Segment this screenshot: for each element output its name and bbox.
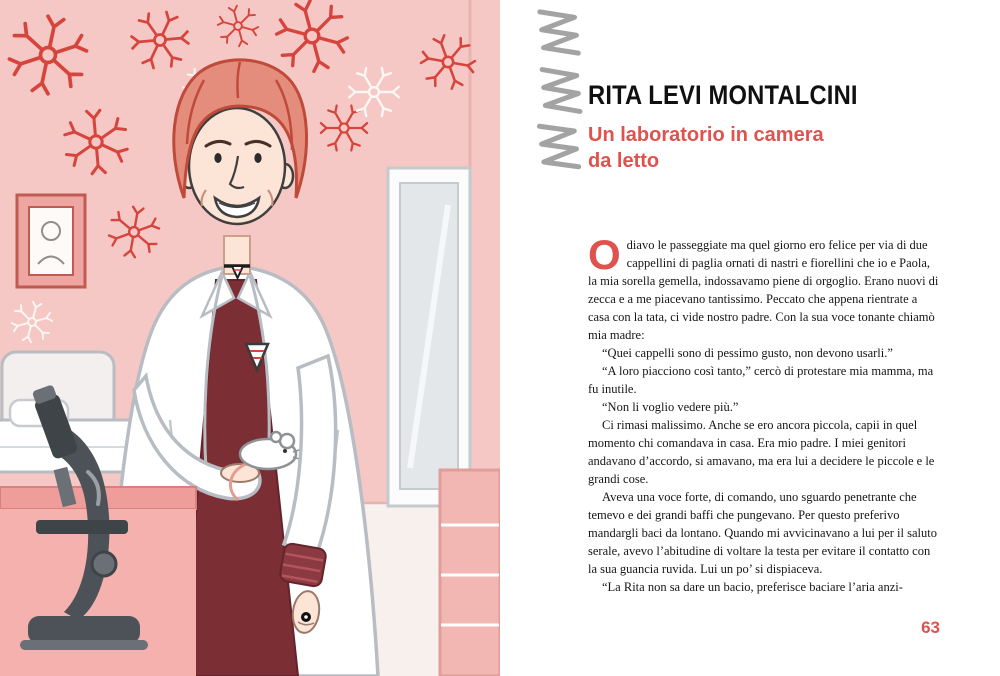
chapter-title: RITA LEVI MONTALCINI — [588, 80, 858, 110]
paragraph-7: “La Rita non sa dare un bacio, preferisce baciare l’aria anzi- — [602, 580, 903, 594]
picture-frame — [17, 195, 85, 287]
dresser — [440, 470, 500, 676]
paragraph-1 — [588, 231, 940, 344]
text-page — [500, 0, 1000, 676]
squiggle-decoration — [536, 4, 586, 176]
paragraph-3: “A loro piacciono così tanto,” cercò di protestare mia mamma, ma fu inutile. — [588, 364, 934, 396]
paragraph-4: “Non li voglio vedere più.” — [602, 400, 739, 414]
section-title-line2: da letto — [588, 150, 660, 172]
door — [388, 168, 470, 506]
striped-cuff — [279, 543, 327, 588]
paragraph-5: Ci rimasi malissimo. Anche se ero ancora piccola, capii in quel momento chi comandava in casa. Era mio padre. I miei genitori andavano d’accordo, si amavano, ma era lui a decidere le piccole e le grandi cose. — [588, 418, 935, 486]
body-text — [588, 231, 940, 596]
drop-cap: O — [588, 231, 621, 278]
page-number: 63 — [921, 618, 940, 637]
paragraph-1-text: diavo le passeggiate ma quel giorno ero felice per via di due cappellini di paglia ornati di nastri e fiorellini che io e Paola, la mia sorella gemella, indossavamo piene di orgoglio. Erano nuovi di zecca e a me piacevano tantissimo. Peccato che appena rientrate a casa con la tata, ci vide nostro padre. Con la sua voce tonante chiamò mia madre: — [588, 238, 939, 342]
section-title-line1: Un laboratorio in camera — [588, 124, 824, 146]
paragraph-2: “Quei cappelli sono di pessimo gusto, non devono usarli.” — [602, 346, 893, 360]
paragraph-6: Aveva una voce forte, di comando, uno sguardo penetrante che temevo e dei grandi baffi che pungevano. Per questo preferivo mandargli baci da lontano. Quando mi avvicinavano a lui per il saluto serale, avevo l’abitudine di voltare la testa per evitare il contatto con la sua guancia ruvida. Lui un po’ si dispiaceva. — [588, 490, 937, 576]
section-title — [588, 122, 824, 174]
